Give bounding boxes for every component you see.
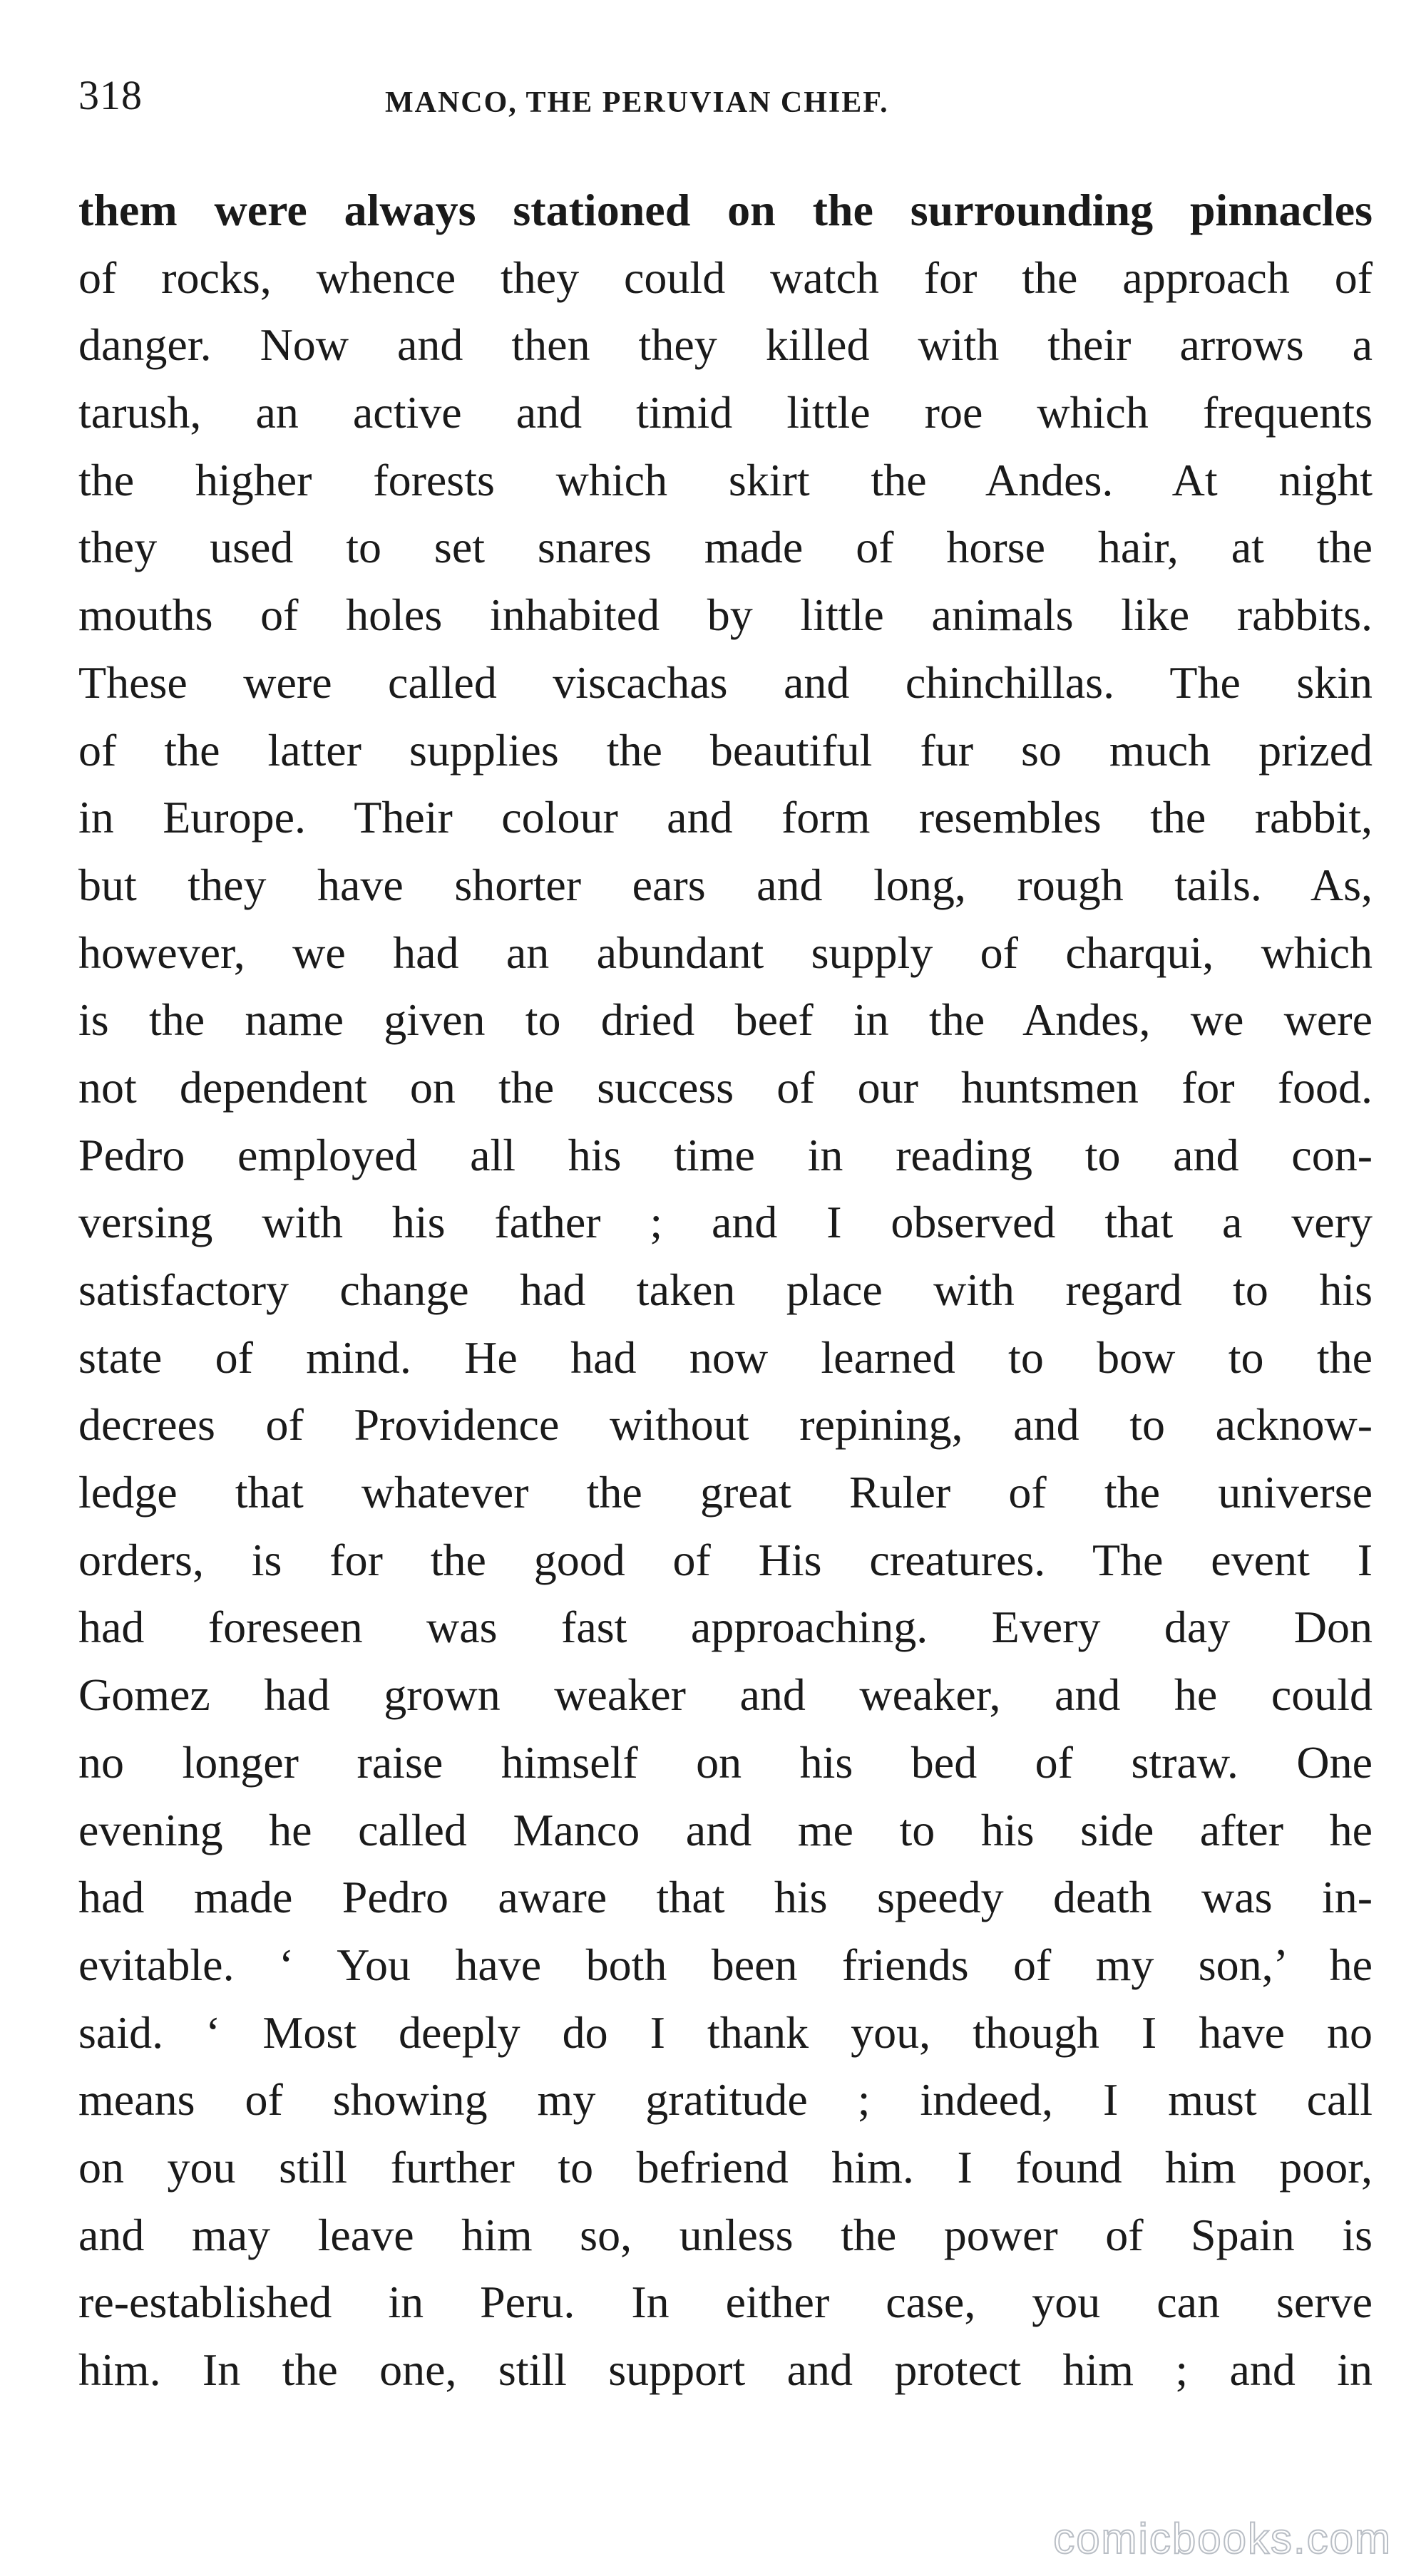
text-line: versing with his father ; and I observed that a very — [78, 1197, 1373, 1248]
text-line: means of showing my gratitude ; indeed, I must call — [78, 2074, 1373, 2126]
text-line: danger. Now and then they killed with their arrows a — [78, 319, 1373, 371]
running-title: MANCO, THE PERUVIAN CHIEF. — [385, 86, 889, 119]
text-line: is the name given to dried beef in the Andes, we were — [78, 994, 1373, 1046]
text-line: of the latter supplies the beautiful fur so much prized — [78, 724, 1373, 776]
page-header — [71, 71, 1369, 128]
text-line: orders, is for the good of His creatures. The event I — [78, 1534, 1373, 1585]
text-line: they used to set snares made of horse hair, at the — [78, 522, 1373, 573]
text-line: tarush, an active and timid little roe which frequents — [78, 387, 1373, 438]
text-line: Pedro employed all his time in reading to and con- — [78, 1129, 1373, 1180]
text-line: evitable. ‘ You have both been friends of my son,’ he — [78, 1939, 1373, 1990]
text-line: but they have shorter ears and long, rough tails. As, — [78, 859, 1373, 910]
text-line: re-established in Peru. In either case, you can serve — [78, 2277, 1373, 2328]
text-line: him. In the one, still support and protect him ; and in — [78, 2344, 1373, 2395]
text-line: evening he called Manco and me to his side after he — [78, 1804, 1373, 1855]
text-line: ledge that whatever the great Ruler of the universe — [78, 1467, 1373, 1518]
text-line: and may leave him so, unless the power of Spain is — [78, 2209, 1373, 2260]
text-line: had foreseen was fast approaching. Every day Don — [78, 1602, 1373, 1653]
text-line: however, we had an abundant supply of charqui, which — [78, 927, 1373, 978]
site-watermark: comicbooks.com — [1053, 2515, 1392, 2562]
text-line: Gomez had grown weaker and weaker, and he could — [78, 1669, 1373, 1721]
page-number: 318 — [78, 72, 143, 118]
text-line: no longer raise himself on his bed of straw. One — [78, 1736, 1373, 1788]
text-line: said. ‘ Most deeply do I thank you, though I have no — [78, 2006, 1373, 2058]
text-line: mouths of holes inhabited by little animals like rabbits. — [78, 589, 1373, 641]
text-line: in Europe. Their colour and form resembles the rabbit, — [78, 792, 1373, 843]
text-line: state of mind. He had now learned to bow to the — [78, 1331, 1373, 1383]
text-line: the higher forests which skirt the Andes. At night — [78, 454, 1373, 505]
text-line: them were always stationed on the surrounding pinnacles — [78, 185, 1373, 235]
text-line: had made Pedro aware that his speedy death was in- — [78, 1872, 1373, 1923]
text-line: decrees of Providence without repining, and to acknow- — [78, 1399, 1373, 1451]
text-line: These were called viscachas and chinchillas. The skin — [78, 656, 1373, 708]
text-line: not dependent on the success of our huntsmen for food. — [78, 1061, 1373, 1113]
body-text — [78, 177, 1373, 2404]
text-line: on you still further to befriend him. I found him poor, — [78, 2141, 1373, 2193]
text-line: satisfactory change had taken place with regard to his — [78, 1264, 1373, 1315]
text-line: of rocks, whence they could watch for the approach of — [78, 252, 1373, 303]
